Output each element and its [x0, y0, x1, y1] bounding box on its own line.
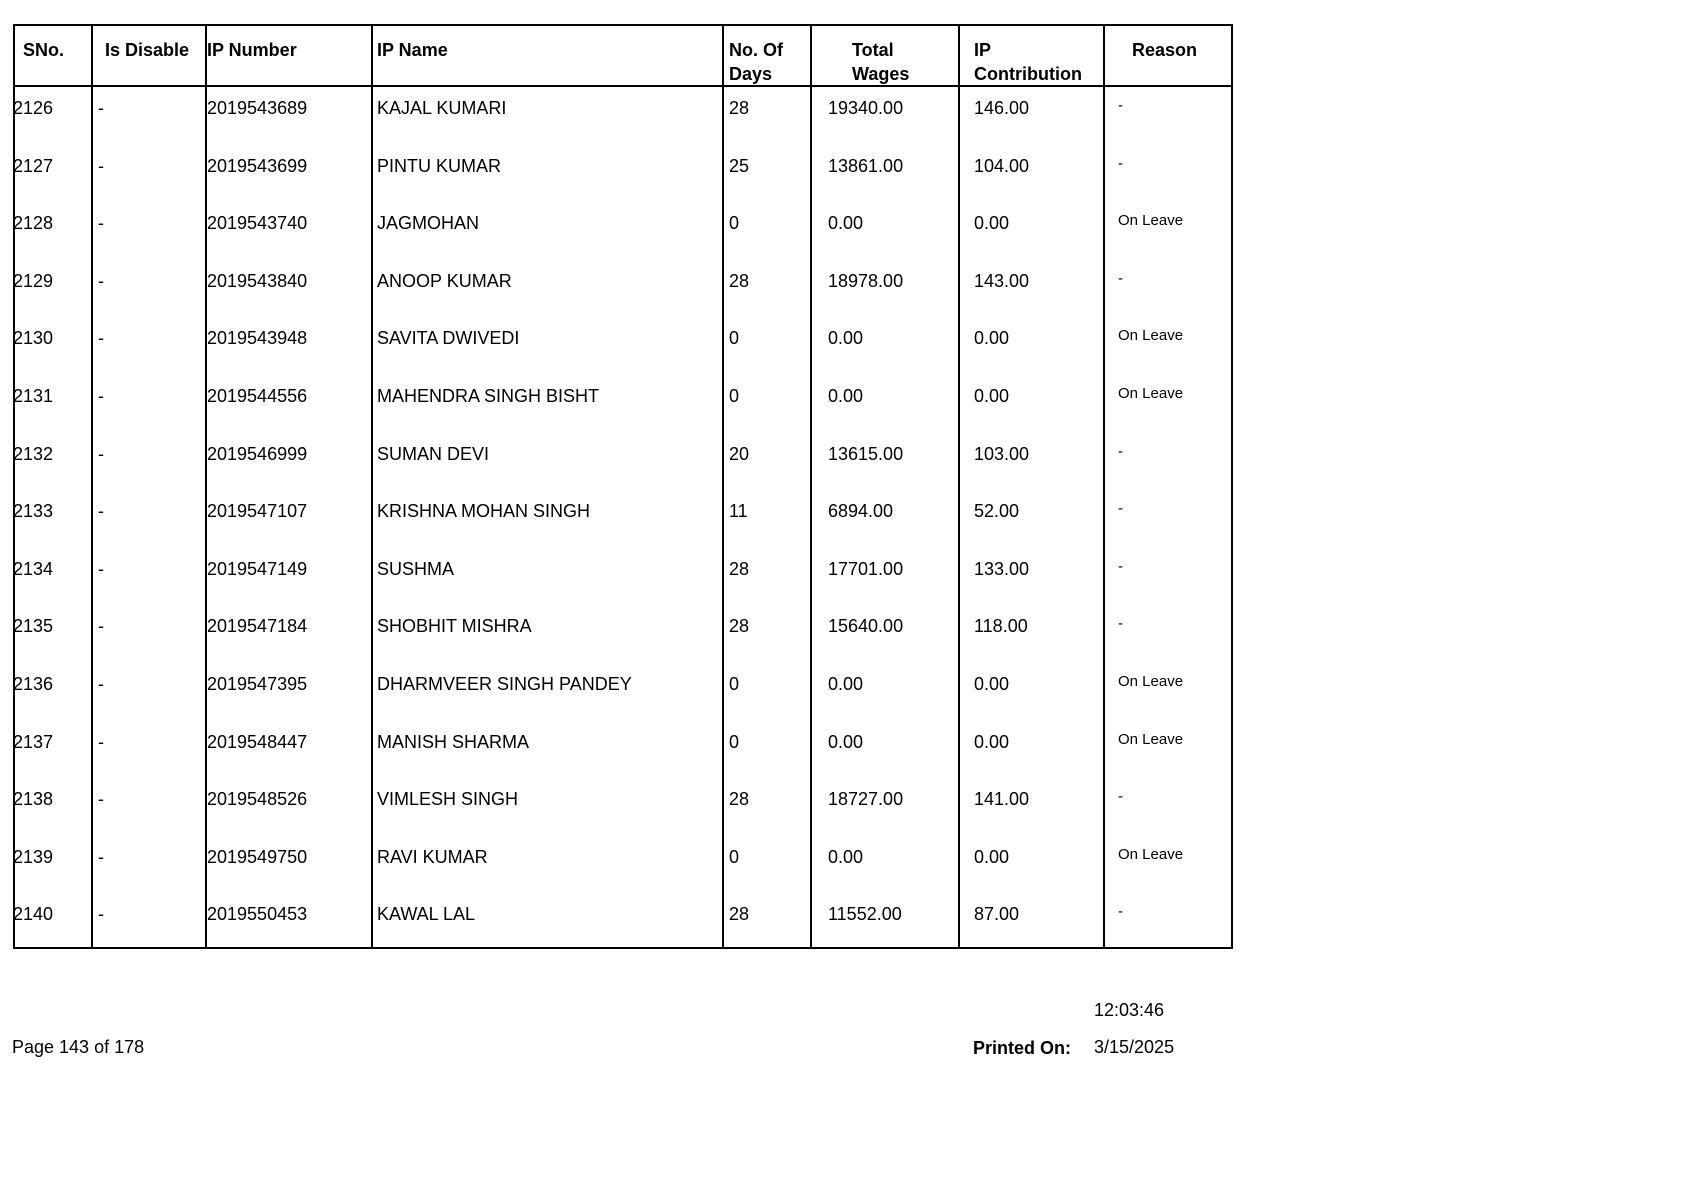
- cell-ip-name: MAHENDRA SINGH BISHT: [377, 386, 600, 406]
- cell-ip-name: KAWAL LAL: [377, 904, 476, 925]
- table-row: [15, 317, 1231, 375]
- cell-contribution: 0.00: [974, 674, 1010, 694]
- cell-wages: 0.00: [828, 846, 864, 867]
- cell-ip-name: KRISHNA MOHAN SINGH: [377, 501, 591, 522]
- cell-ip-number: 2019547184: [207, 616, 308, 637]
- cell-contribution: 0.00: [974, 731, 1010, 752]
- header-ip-contribution: [974, 38, 1082, 86]
- cell-ip-number: 2019547149: [207, 558, 308, 579]
- cell-ip-number: 2019544556: [207, 386, 308, 406]
- table-row: [15, 778, 1231, 836]
- cell-contribution: 0.00: [974, 386, 1010, 406]
- cell-ip-name: ANOOP KUMAR: [377, 270, 512, 291]
- cell-ip-number: 2019548526: [207, 789, 308, 810]
- cell-ip-name: RAVI KUMAR: [377, 846, 488, 867]
- cell-ip-number: 2019550453: [207, 904, 308, 925]
- table-row: [15, 605, 1231, 663]
- cell-sno: 2133: [13, 501, 54, 522]
- cell-reason: -: [1118, 788, 1123, 806]
- cell-sno: 2132: [13, 443, 54, 464]
- cell-sno: 2135: [13, 616, 54, 637]
- cell-is-disable: -: [98, 328, 104, 349]
- cell-reason: On Leave: [1118, 673, 1184, 690]
- table-row: [15, 836, 1231, 894]
- table-row: [15, 893, 1231, 951]
- cell-reason: On Leave: [1118, 385, 1184, 402]
- header-total-wages: [852, 38, 909, 86]
- cell-sno: 2134: [13, 558, 54, 579]
- cell-reason: -: [1118, 442, 1123, 460]
- cell-reason: -: [1118, 97, 1123, 114]
- cell-ip-number: 2019543689: [207, 98, 308, 118]
- contribution-table: [13, 24, 1233, 949]
- cell-days: 11: [729, 501, 748, 522]
- cell-days: 28: [729, 616, 750, 637]
- cell-contribution: 146.00: [974, 98, 1030, 118]
- table-row: [15, 260, 1231, 318]
- cell-days: 28: [729, 98, 750, 118]
- cell-is-disable: -: [98, 213, 104, 234]
- table-row: [15, 375, 1231, 433]
- header-reason: Reason: [1132, 40, 1198, 60]
- cell-days: 28: [729, 789, 750, 810]
- cell-days: 0: [729, 386, 740, 406]
- cell-wages: 6894.00: [828, 501, 894, 522]
- cell-wages: 0.00: [828, 731, 864, 752]
- cell-ip-number: 2019547107: [207, 501, 308, 522]
- cell-wages: 17701.00: [828, 558, 904, 579]
- cell-is-disable: -: [98, 674, 104, 694]
- cell-reason: -: [1118, 557, 1123, 575]
- cell-days: 0: [729, 731, 740, 752]
- cell-ip-number: 2019548447: [207, 731, 308, 752]
- cell-sno: 2127: [13, 155, 54, 176]
- cell-sno: 2136: [13, 674, 54, 694]
- header-ip-name: IP Name: [377, 40, 448, 60]
- cell-days: 0: [729, 328, 740, 349]
- cell-is-disable: -: [98, 501, 104, 522]
- table-row: [15, 433, 1231, 491]
- header-no-of-days: [729, 38, 783, 86]
- cell-wages: 15640.00: [828, 616, 904, 637]
- cell-is-disable: -: [98, 904, 104, 925]
- cell-wages: 13615.00: [828, 443, 904, 464]
- cell-is-disable: -: [98, 846, 104, 867]
- cell-ip-name: DHARMVEER SINGH PANDEY: [377, 674, 632, 694]
- cell-sno: 2128: [13, 213, 54, 234]
- cell-reason: On Leave: [1118, 212, 1184, 230]
- cell-ip-name: SUMAN DEVI: [377, 443, 490, 464]
- cell-contribution: 0.00: [974, 846, 1010, 867]
- cell-contribution: 143.00: [974, 270, 1030, 291]
- header-days-line1: No. Of: [729, 40, 783, 60]
- header-ip-number: IP Number: [207, 40, 297, 60]
- cell-days: 0: [729, 213, 740, 234]
- cell-ip-name: SHOBHIT MISHRA: [377, 616, 532, 637]
- table-row: [15, 490, 1231, 548]
- cell-contribution: 52.00: [974, 501, 1020, 522]
- cell-contribution: 87.00: [974, 904, 1020, 925]
- cell-ip-number: 2019546999: [207, 443, 308, 464]
- cell-ip-name: SUSHMA: [377, 558, 455, 579]
- cell-reason: -: [1118, 615, 1123, 633]
- cell-is-disable: -: [98, 155, 104, 176]
- cell-wages: 18978.00: [828, 270, 904, 291]
- table-row: [15, 548, 1231, 606]
- print-date: 3/15/2025: [1094, 1037, 1175, 1057]
- cell-ip-name: KAJAL KUMARI: [377, 98, 507, 118]
- cell-days: 25: [729, 155, 750, 176]
- page-indicator: Page 143 of 178: [12, 1037, 145, 1057]
- print-time: 12:03:46: [1094, 1000, 1165, 1020]
- cell-days: 28: [729, 904, 750, 925]
- header-wages-line2: Wages: [852, 64, 910, 84]
- cell-wages: 0.00: [828, 674, 864, 694]
- cell-sno: 2139: [13, 846, 54, 867]
- cell-days: 0: [729, 846, 740, 867]
- cell-days: 28: [729, 270, 750, 291]
- cell-is-disable: -: [98, 386, 104, 406]
- cell-ip-number: 2019547395: [207, 674, 308, 694]
- cell-ip-name: JAGMOHAN: [377, 213, 480, 234]
- cell-wages: 18727.00: [828, 789, 904, 810]
- cell-wages: 0.00: [828, 213, 864, 234]
- header-days-line2: Days: [729, 64, 773, 84]
- cell-wages: 0.00: [828, 328, 864, 349]
- cell-sno: 2140: [13, 904, 54, 925]
- cell-ip-number: 2019543699: [207, 155, 308, 176]
- cell-reason: -: [1118, 903, 1123, 921]
- cell-ip-number: 2019549750: [207, 846, 308, 867]
- cell-is-disable: -: [98, 616, 104, 637]
- header-contrib-line2: Contribution: [974, 64, 1082, 84]
- cell-is-disable: -: [98, 443, 104, 464]
- cell-wages: 0.00: [828, 386, 864, 406]
- table-row: [15, 721, 1231, 779]
- cell-is-disable: -: [98, 789, 104, 810]
- header-sno: SNo.: [23, 40, 65, 60]
- cell-wages: 11552.00: [828, 904, 902, 925]
- cell-is-disable: -: [98, 731, 104, 752]
- cell-ip-number: 2019543840: [207, 270, 308, 291]
- cell-is-disable: -: [98, 98, 104, 118]
- header-contrib-line1: IP: [974, 40, 992, 60]
- printed-on-label: Printed On:: [973, 1038, 1071, 1058]
- cell-contribution: 141.00: [974, 789, 1030, 810]
- cell-reason: On Leave: [1118, 845, 1184, 863]
- table-header-row: [15, 26, 1231, 87]
- table-row: [15, 87, 1231, 145]
- cell-days: 28: [729, 558, 750, 579]
- cell-reason: -: [1118, 154, 1123, 172]
- cell-contribution: 104.00: [974, 155, 1030, 176]
- cell-days: 0: [729, 674, 740, 694]
- cell-days: 20: [729, 443, 750, 464]
- cell-is-disable: -: [98, 558, 104, 579]
- cell-ip-name: VIMLESH SINGH: [377, 789, 519, 810]
- cell-sno: 2130: [13, 328, 54, 349]
- header-is-disable: Is Disable: [105, 40, 190, 60]
- cell-reason: -: [1118, 500, 1123, 518]
- cell-sno: 2138: [13, 789, 54, 810]
- table-row: [15, 145, 1231, 203]
- cell-reason: -: [1118, 269, 1123, 287]
- cell-ip-number: 2019543740: [207, 213, 308, 234]
- cell-contribution: 103.00: [974, 443, 1030, 464]
- cell-contribution: 118.00: [974, 616, 1028, 637]
- cell-wages: 19340.00: [828, 98, 904, 118]
- cell-contribution: 0.00: [974, 213, 1010, 234]
- cell-reason: On Leave: [1118, 327, 1184, 345]
- cell-contribution: 0.00: [974, 328, 1010, 349]
- cell-ip-name: MANISH SHARMA: [377, 731, 530, 752]
- cell-ip-name: SAVITA DWIVEDI: [377, 328, 520, 349]
- cell-contribution: 133.00: [974, 558, 1030, 579]
- cell-sno: 2129: [13, 270, 54, 291]
- cell-reason: On Leave: [1118, 730, 1184, 748]
- cell-sno: 2126: [13, 98, 54, 118]
- header-wages-line1: Total: [852, 40, 894, 60]
- cell-ip-number: 2019543948: [207, 328, 308, 349]
- cell-is-disable: -: [98, 270, 104, 291]
- table-row: [15, 202, 1231, 260]
- cell-sno: 2131: [13, 386, 54, 406]
- cell-ip-name: PINTU KUMAR: [377, 155, 502, 176]
- cell-sno: 2137: [13, 731, 54, 752]
- cell-wages: 13861.00: [828, 155, 904, 176]
- table-row: [15, 663, 1231, 721]
